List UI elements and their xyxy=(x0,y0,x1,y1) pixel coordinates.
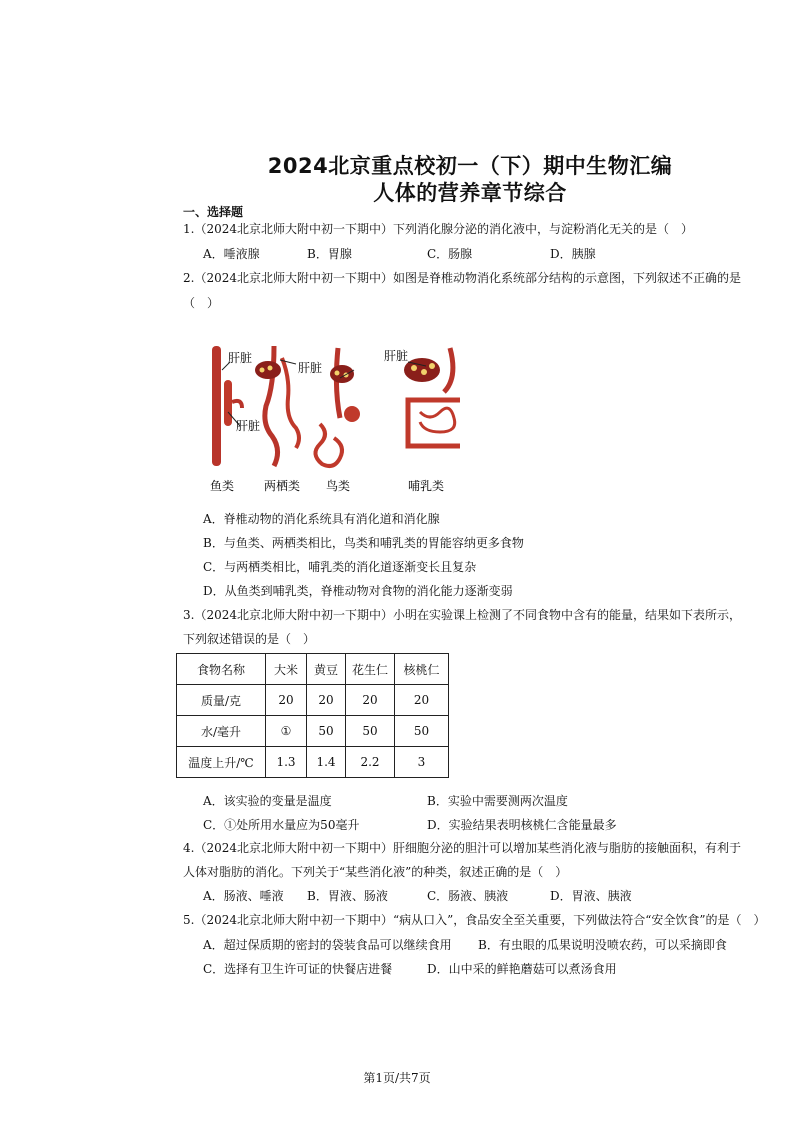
page-footer: 第1页/共7页 xyxy=(363,1071,431,1085)
q2-option-b: B．与鱼类、两栖类相比，鸟类和哺乳类的胃能容纳更多食物 xyxy=(203,536,524,550)
q1-option-d: D．胰腺 xyxy=(550,247,596,261)
table-cell: 20 xyxy=(346,685,395,716)
table-header-cell: 食物名称 xyxy=(177,654,266,685)
digestive-system-figure xyxy=(200,340,460,500)
table-row xyxy=(177,685,449,716)
q2-option-d: D．从鱼类到哺乳类，脊椎动物对食物的消化能力逐渐变弱 xyxy=(203,584,513,598)
q5-option-b: B．有虫眼的瓜果说明没喷农药，可以采摘即食 xyxy=(478,938,727,952)
q2-option-a: A．脊椎动物的消化系统具有消化道和消化腺 xyxy=(203,512,440,526)
page-subtitle: 人体的营养章节综合 xyxy=(373,181,567,205)
q1-option-b: B．胃腺 xyxy=(307,247,352,261)
table-cell: 20 xyxy=(395,685,449,716)
q3-option-b: B．实验中需要测两次温度 xyxy=(427,794,568,808)
figure-label-amphibian: 两栖类 xyxy=(264,479,301,493)
q5-option-d: D．山中采的鲜艳蘑菇可以煮汤食用 xyxy=(427,962,617,976)
figure-label-liver-fish-bottom: 肝脏 xyxy=(236,419,261,433)
q4-option-d: D．胃液、胰液 xyxy=(550,889,632,903)
food-energy-table xyxy=(176,653,449,778)
table-cell: 50 xyxy=(346,716,395,747)
table-cell: ① xyxy=(266,716,307,747)
q1-option-a: A．唾液腺 xyxy=(203,247,260,261)
table-header-cell: 大米 xyxy=(266,654,307,685)
table-row xyxy=(177,747,449,778)
table-header-cell: 核桃仁 xyxy=(395,654,449,685)
table-cell: 50 xyxy=(307,716,346,747)
page-title: 2024北京重点校初一（下）期中生物汇编 xyxy=(267,154,673,178)
table-header-row xyxy=(177,654,449,685)
q5-option-c: C．选择有卫生许可证的快餐店进餐 xyxy=(203,962,393,976)
question-2-stem: 2.（2024北京北师大附中初一下期中）如图是脊椎动物消化系统部分结构的示意图，下列叙述不正确的是 xyxy=(183,271,741,285)
question-5-stem: 5.（2024北京北师大附中初一下期中）“病从口入”，食品安全至关重要，下列做法符合“安全饮食”的是（ ） xyxy=(183,913,766,927)
figure-label-mammal: 哺乳类 xyxy=(408,479,445,493)
q4-option-a: A．肠液、唾液 xyxy=(203,889,284,903)
question-3-stem-cont: 下列叙述错误的是（ ） xyxy=(183,632,316,646)
table-cell: 水/毫升 xyxy=(177,716,266,747)
q2-option-c: C．与两栖类相比，哺乳类的消化道逐渐变长且复杂 xyxy=(203,560,477,574)
mammal-digestive-tract xyxy=(404,348,460,446)
table-cell: 1.3 xyxy=(266,747,307,778)
figure-label-bird: 鸟类 xyxy=(326,479,351,493)
question-3-stem: 3.（2024北京北师大附中初一下期中）小明在实验课上检测了不同食物中含有的能量，结果如下表所示， xyxy=(183,608,741,622)
table-header-cell: 黄豆 xyxy=(307,654,346,685)
figure-label-liver-mammal: 肝脏 xyxy=(384,349,409,363)
table-cell: 温度上升/℃ xyxy=(177,747,266,778)
section-heading: 一、选择题 xyxy=(183,205,244,219)
question-2-stem-cont: （ ） xyxy=(183,296,220,310)
table-cell: 2.2 xyxy=(346,747,395,778)
table-cell: 20 xyxy=(266,685,307,716)
figure-label-liver-fish-top: 肝脏 xyxy=(228,351,253,365)
q3-option-c: C．①处所用水量应为50毫升 xyxy=(203,818,360,832)
question-4-stem: 4.（2024北京北师大附中初一下期中）肝细胞分泌的胆汁可以增加某些消化液与脂肪的接触面积，有利于 xyxy=(183,841,741,855)
bird-digestive-tract xyxy=(315,348,360,466)
question-4-stem-cont: 人体对脂肪的消化。下列关于“某些消化液”的种类，叙述正确的是（ ） xyxy=(183,865,568,879)
q3-option-d: D．实验结果表明核桃仁含能量最多 xyxy=(427,818,617,832)
table-cell: 1.4 xyxy=(307,747,346,778)
table-header-cell: 花生仁 xyxy=(346,654,395,685)
q1-option-c: C．肠腺 xyxy=(427,247,473,261)
table-cell: 3 xyxy=(395,747,449,778)
question-1-stem: 1.（2024北京北师大附中初一下期中）下列消化腺分泌的消化液中，与淀粉消化无关的是（ ） xyxy=(183,222,693,236)
amphibian-digestive-tract xyxy=(255,346,299,466)
table-cell: 50 xyxy=(395,716,449,747)
table-row xyxy=(177,716,449,747)
table-cell: 20 xyxy=(307,685,346,716)
q4-option-b: B．胃液、肠液 xyxy=(307,889,388,903)
q4-option-c: C．肠液、胰液 xyxy=(427,889,509,903)
q3-option-a: A．该实验的变量是温度 xyxy=(203,794,332,808)
figure-label-liver-amphibian: 肝脏 xyxy=(298,361,323,375)
q5-option-a: A．超过保质期的密封的袋装食品可以继续食用 xyxy=(203,938,452,952)
figure-label-fish: 鱼类 xyxy=(210,479,235,493)
table-cell: 质量/克 xyxy=(177,685,266,716)
